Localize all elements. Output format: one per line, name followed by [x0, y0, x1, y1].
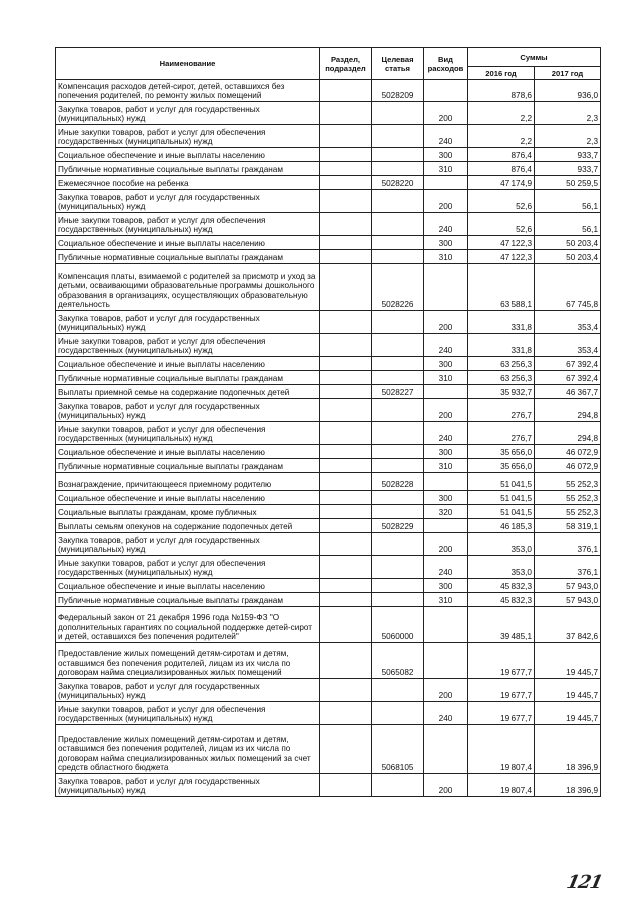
- row-section: [320, 250, 372, 264]
- table-row: [56, 422, 601, 445]
- table-row: [56, 385, 601, 399]
- row-sum-2017: 56,1: [535, 190, 601, 213]
- row-target: [372, 679, 424, 702]
- row-sum-2016: 63 256,3: [468, 357, 535, 371]
- table-row: [56, 148, 601, 162]
- row-target: 5060000: [372, 607, 424, 643]
- row-sum-2017: 46 072,9: [535, 459, 601, 473]
- row-name: Иные закупки товаров, работ и услуг для обеспечения государственных (муниципальных) нужд: [56, 422, 320, 445]
- row-type: [424, 607, 468, 643]
- row-target: 5028228: [372, 473, 424, 491]
- row-sum-2016: 878,6: [468, 80, 535, 102]
- row-sum-2016: 47 122,3: [468, 250, 535, 264]
- row-type: 300: [424, 579, 468, 593]
- row-type: 310: [424, 250, 468, 264]
- row-target: 5028209: [372, 80, 424, 102]
- header-sums: Суммы: [468, 48, 601, 67]
- row-name: Закупка товаров, работ и услуг для государственных (муниципальных) нужд: [56, 102, 320, 125]
- row-type: [424, 519, 468, 533]
- header-target: Целевая статья: [372, 48, 424, 80]
- row-name: Социальное обеспечение и иные выплаты населению: [56, 579, 320, 593]
- row-section: [320, 176, 372, 190]
- row-sum-2016: 39 485,1: [468, 607, 535, 643]
- row-sum-2016: 331,8: [468, 334, 535, 357]
- row-section: [320, 264, 372, 311]
- row-sum-2016: 47 174,9: [468, 176, 535, 190]
- row-type: [424, 80, 468, 102]
- row-section: [320, 679, 372, 702]
- row-sum-2016: 19 807,4: [468, 774, 535, 797]
- row-type: 240: [424, 422, 468, 445]
- row-type: 310: [424, 371, 468, 385]
- row-section: [320, 102, 372, 125]
- row-target: [372, 148, 424, 162]
- table-row: [56, 311, 601, 334]
- row-sum-2017: 936,0: [535, 80, 601, 102]
- table-body: [56, 80, 601, 797]
- row-sum-2016: 52,6: [468, 190, 535, 213]
- row-sum-2016: 19 677,7: [468, 702, 535, 725]
- row-sum-2016: 2,2: [468, 102, 535, 125]
- table-row: [56, 371, 601, 385]
- row-section: [320, 80, 372, 102]
- row-section: [320, 236, 372, 250]
- row-section: [320, 702, 372, 725]
- row-target: [372, 125, 424, 148]
- row-type: 300: [424, 445, 468, 459]
- row-target: 5028229: [372, 519, 424, 533]
- row-sum-2016: 19 677,7: [468, 643, 535, 679]
- row-sum-2017: 353,4: [535, 334, 601, 357]
- header-section: Раздел, подраздел: [320, 48, 372, 80]
- row-section: [320, 593, 372, 607]
- table-row: [56, 519, 601, 533]
- row-sum-2017: 67 392,4: [535, 357, 601, 371]
- row-name: Компенсация расходов детей-сирот, детей, оставшихся без попечения родителей, по ремонту жилых помещений: [56, 80, 320, 102]
- header-year-2017: 2017 год: [535, 67, 601, 80]
- row-type: 200: [424, 533, 468, 556]
- row-target: [372, 491, 424, 505]
- row-sum-2016: 19 807,4: [468, 725, 535, 774]
- table-row: [56, 579, 601, 593]
- row-target: [372, 371, 424, 385]
- row-target: [372, 162, 424, 176]
- row-target: [372, 533, 424, 556]
- row-name: Иные закупки товаров, работ и услуг для обеспечения государственных (муниципальных) нужд: [56, 334, 320, 357]
- row-target: [372, 190, 424, 213]
- row-section: [320, 579, 372, 593]
- row-sum-2017: 55 252,3: [535, 491, 601, 505]
- row-target: [372, 774, 424, 797]
- row-name: Социальное обеспечение и иные выплаты населению: [56, 357, 320, 371]
- row-type: 310: [424, 459, 468, 473]
- row-name: Компенсация платы, взимаемой с родителей за присмотр и уход за детьми, осваивающими образовательные программы дошкольного образования в организациях, осуществляющих образовательную деятельность: [56, 264, 320, 311]
- row-type: [424, 264, 468, 311]
- row-target: 5028220: [372, 176, 424, 190]
- row-sum-2017: 19 445,7: [535, 702, 601, 725]
- row-name: Вознаграждение, причитающееся приемному родителю: [56, 473, 320, 491]
- row-target: [372, 556, 424, 579]
- row-sum-2016: 63 588,1: [468, 264, 535, 311]
- table-row: [56, 725, 601, 774]
- row-sum-2016: 331,8: [468, 311, 535, 334]
- table-row: [56, 162, 601, 176]
- row-name: Социальное обеспечение и иные выплаты населению: [56, 148, 320, 162]
- budget-sheet: [55, 47, 600, 797]
- row-type: 300: [424, 236, 468, 250]
- row-sum-2016: 276,7: [468, 422, 535, 445]
- row-name: Закупка товаров, работ и услуг для государственных (муниципальных) нужд: [56, 190, 320, 213]
- row-section: [320, 334, 372, 357]
- row-type: 300: [424, 491, 468, 505]
- row-name: Федеральный закон от 21 декабря 1996 года №159-ФЗ "О дополнительных гарантиях по социальной поддержке детей-сирот и детей, оставшихся без попечения родителей": [56, 607, 320, 643]
- row-sum-2016: 353,0: [468, 556, 535, 579]
- row-type: 300: [424, 357, 468, 371]
- row-sum-2016: 45 832,3: [468, 579, 535, 593]
- row-type: 320: [424, 505, 468, 519]
- table-row: [56, 774, 601, 797]
- row-sum-2016: 876,4: [468, 162, 535, 176]
- row-name: Предоставление жилых помещений детям-сиротам и детям, оставшимся без попечения родителей, лицам из их числа по договорам найма специализированных жилых помещений: [56, 643, 320, 679]
- row-section: [320, 213, 372, 236]
- row-section: [320, 607, 372, 643]
- row-section: [320, 148, 372, 162]
- row-sum-2017: 19 445,7: [535, 643, 601, 679]
- table-row: [56, 445, 601, 459]
- row-name: Выплаты семьям опекунов на содержание подопечных детей: [56, 519, 320, 533]
- table-row: [56, 334, 601, 357]
- table-row: [56, 491, 601, 505]
- row-name: Иные закупки товаров, работ и услуг для обеспечения государственных (муниципальных) нужд: [56, 125, 320, 148]
- row-type: 200: [424, 311, 468, 334]
- row-name: Социальные выплаты гражданам, кроме публичных: [56, 505, 320, 519]
- row-sum-2016: 35 656,0: [468, 445, 535, 459]
- row-sum-2017: 376,1: [535, 556, 601, 579]
- budget-table: [55, 47, 601, 797]
- row-type: 300: [424, 148, 468, 162]
- row-sum-2017: 50 259,5: [535, 176, 601, 190]
- row-target: [372, 311, 424, 334]
- row-sum-2017: 56,1: [535, 213, 601, 236]
- row-section: [320, 190, 372, 213]
- header-name: Наименование: [56, 48, 320, 80]
- row-type: 310: [424, 593, 468, 607]
- row-sum-2017: 57 943,0: [535, 579, 601, 593]
- row-name: Публичные нормативные социальные выплаты гражданам: [56, 250, 320, 264]
- row-sum-2016: 46 185,3: [468, 519, 535, 533]
- row-sum-2017: 67 392,4: [535, 371, 601, 385]
- row-sum-2017: 294,8: [535, 399, 601, 422]
- row-sum-2017: 933,7: [535, 148, 601, 162]
- row-type: 200: [424, 190, 468, 213]
- row-sum-2016: 51 041,5: [468, 505, 535, 519]
- row-name: Выплаты приемной семье на содержание подопечных детей: [56, 385, 320, 399]
- row-section: [320, 491, 372, 505]
- row-target: [372, 357, 424, 371]
- row-name: Социальное обеспечение и иные выплаты населению: [56, 445, 320, 459]
- row-type: 240: [424, 125, 468, 148]
- row-section: [320, 774, 372, 797]
- table-row: [56, 505, 601, 519]
- row-section: [320, 422, 372, 445]
- row-type: 200: [424, 679, 468, 702]
- row-name: Публичные нормативные социальные выплаты гражданам: [56, 371, 320, 385]
- row-type: 200: [424, 399, 468, 422]
- row-type: [424, 473, 468, 491]
- table-row: [56, 643, 601, 679]
- row-sum-2017: 57 943,0: [535, 593, 601, 607]
- row-sum-2016: 47 122,3: [468, 236, 535, 250]
- row-sum-2017: 376,1: [535, 533, 601, 556]
- row-name: Публичные нормативные социальные выплаты гражданам: [56, 593, 320, 607]
- row-sum-2017: 18 396,9: [535, 774, 601, 797]
- row-sum-2017: 18 396,9: [535, 725, 601, 774]
- table-row: [56, 533, 601, 556]
- row-name: Закупка товаров, работ и услуг для государственных (муниципальных) нужд: [56, 533, 320, 556]
- row-target: 5065082: [372, 643, 424, 679]
- row-sum-2016: 63 256,3: [468, 371, 535, 385]
- row-type: 240: [424, 213, 468, 236]
- table-row: [56, 102, 601, 125]
- row-type: [424, 385, 468, 399]
- row-type: 240: [424, 334, 468, 357]
- table-row: [56, 593, 601, 607]
- row-name: Закупка товаров, работ и услуг для государственных (муниципальных) нужд: [56, 679, 320, 702]
- row-sum-2016: 353,0: [468, 533, 535, 556]
- row-section: [320, 519, 372, 533]
- row-sum-2016: 35 656,0: [468, 459, 535, 473]
- row-sum-2017: 50 203,4: [535, 250, 601, 264]
- row-section: [320, 357, 372, 371]
- row-sum-2016: 45 832,3: [468, 593, 535, 607]
- row-section: [320, 459, 372, 473]
- row-name: Ежемесячное пособие на ребенка: [56, 176, 320, 190]
- row-target: [372, 213, 424, 236]
- row-section: [320, 445, 372, 459]
- row-type: [424, 643, 468, 679]
- row-sum-2016: 19 677,7: [468, 679, 535, 702]
- table-row: [56, 236, 601, 250]
- row-sum-2017: 46 072,9: [535, 445, 601, 459]
- row-type: [424, 176, 468, 190]
- row-sum-2016: 876,4: [468, 148, 535, 162]
- row-target: [372, 250, 424, 264]
- row-type: [424, 725, 468, 774]
- row-sum-2016: 51 041,5: [468, 473, 535, 491]
- row-section: [320, 311, 372, 334]
- table-row: [56, 459, 601, 473]
- table-row: [56, 702, 601, 725]
- row-section: [320, 473, 372, 491]
- row-name: Публичные нормативные социальные выплаты гражданам: [56, 162, 320, 176]
- row-target: [372, 334, 424, 357]
- table-row: [56, 556, 601, 579]
- page-number: 121: [565, 872, 605, 893]
- row-sum-2017: 353,4: [535, 311, 601, 334]
- row-type: 240: [424, 702, 468, 725]
- row-name: Иные закупки товаров, работ и услуг для обеспечения государственных (муниципальных) нужд: [56, 556, 320, 579]
- row-target: [372, 445, 424, 459]
- row-section: [320, 725, 372, 774]
- row-target: 5068105: [372, 725, 424, 774]
- row-target: [372, 579, 424, 593]
- table-row: [56, 190, 601, 213]
- row-sum-2017: 2,3: [535, 102, 601, 125]
- row-name: Социальное обеспечение и иные выплаты населению: [56, 491, 320, 505]
- row-name: Иные закупки товаров, работ и услуг для обеспечения государственных (муниципальных) нужд: [56, 213, 320, 236]
- header-type: Вид расходов: [424, 48, 468, 80]
- row-type: 200: [424, 102, 468, 125]
- row-name: Публичные нормативные социальные выплаты гражданам: [56, 459, 320, 473]
- row-sum-2017: 37 842,6: [535, 607, 601, 643]
- row-section: [320, 385, 372, 399]
- row-type: 310: [424, 162, 468, 176]
- table-row: [56, 473, 601, 491]
- table-row: [56, 176, 601, 190]
- row-sum-2016: 2,2: [468, 125, 535, 148]
- header-year-2016: 2016 год: [468, 67, 535, 80]
- row-target: [372, 702, 424, 725]
- row-target: 5028227: [372, 385, 424, 399]
- table-row: [56, 80, 601, 102]
- row-sum-2017: 55 252,3: [535, 473, 601, 491]
- row-section: [320, 556, 372, 579]
- row-name: Иные закупки товаров, работ и услуг для обеспечения государственных (муниципальных) нужд: [56, 702, 320, 725]
- row-sum-2017: 19 445,7: [535, 679, 601, 702]
- row-sum-2017: 294,8: [535, 422, 601, 445]
- row-section: [320, 643, 372, 679]
- row-name: Социальное обеспечение и иные выплаты населению: [56, 236, 320, 250]
- row-target: [372, 399, 424, 422]
- row-section: [320, 399, 372, 422]
- row-sum-2017: 50 203,4: [535, 236, 601, 250]
- table-row: [56, 125, 601, 148]
- table-row: [56, 357, 601, 371]
- row-name: Закупка товаров, работ и услуг для государственных (муниципальных) нужд: [56, 399, 320, 422]
- table-row: [56, 399, 601, 422]
- row-sum-2017: 67 745,8: [535, 264, 601, 311]
- row-name: Предоставление жилых помещений детям-сиротам и детям, оставшимся без попечения родителей, лицам из их числа по договорам найма специализированных жилых помещений за счет средств областного бюджета: [56, 725, 320, 774]
- row-sum-2017: 55 252,3: [535, 505, 601, 519]
- row-section: [320, 505, 372, 519]
- table-row: [56, 250, 601, 264]
- row-sum-2017: 58 319,1: [535, 519, 601, 533]
- row-type: 200: [424, 774, 468, 797]
- row-sum-2017: 46 367,7: [535, 385, 601, 399]
- row-section: [320, 162, 372, 176]
- row-target: 5028226: [372, 264, 424, 311]
- row-name: Закупка товаров, работ и услуг для государственных (муниципальных) нужд: [56, 311, 320, 334]
- table-row: [56, 264, 601, 311]
- row-sum-2016: 52,6: [468, 213, 535, 236]
- row-target: [372, 593, 424, 607]
- row-sum-2016: 35 932,7: [468, 385, 535, 399]
- row-target: [372, 459, 424, 473]
- row-section: [320, 125, 372, 148]
- row-section: [320, 371, 372, 385]
- row-section: [320, 533, 372, 556]
- row-sum-2017: 2,3: [535, 125, 601, 148]
- row-target: [372, 505, 424, 519]
- table-row: [56, 213, 601, 236]
- table-row: [56, 679, 601, 702]
- row-type: 240: [424, 556, 468, 579]
- row-target: [372, 422, 424, 445]
- row-target: [372, 102, 424, 125]
- row-name: Закупка товаров, работ и услуг для государственных (муниципальных) нужд: [56, 774, 320, 797]
- row-target: [372, 236, 424, 250]
- table-row: [56, 607, 601, 643]
- row-sum-2017: 933,7: [535, 162, 601, 176]
- row-sum-2016: 276,7: [468, 399, 535, 422]
- row-sum-2016: 51 041,5: [468, 491, 535, 505]
